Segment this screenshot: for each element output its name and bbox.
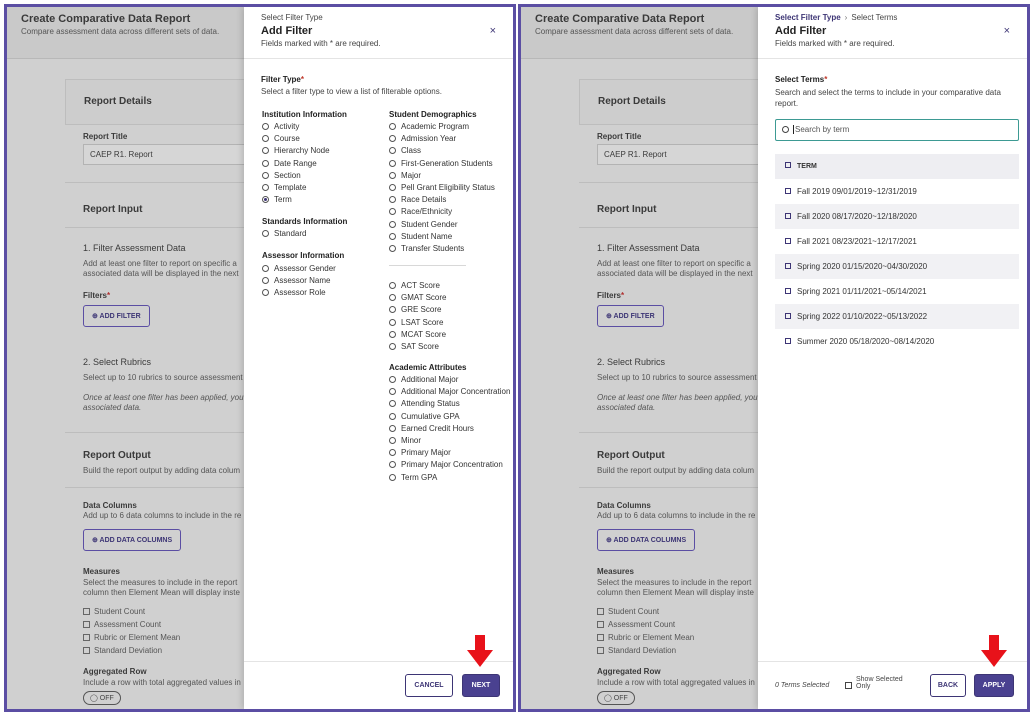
modal-header xyxy=(758,7,1030,59)
filters-label: Filters* xyxy=(597,291,625,300)
filter-type-radio[interactable] xyxy=(389,412,460,421)
filter-type-radio[interactable] xyxy=(389,195,446,204)
radio-circle[interactable] xyxy=(389,437,396,444)
filter-type-radio[interactable] xyxy=(389,318,443,327)
breadcrumb-separator: › xyxy=(844,13,848,22)
radio-circle[interactable] xyxy=(389,172,396,179)
radio-circle[interactable] xyxy=(389,376,396,383)
radio-circle[interactable] xyxy=(262,160,269,167)
down-arrow-icon xyxy=(467,635,493,667)
cancel-button[interactable]: CANCEL xyxy=(405,674,453,697)
add-data-columns-button[interactable]: ⊕ ADD DATA COLUMNS xyxy=(83,529,181,551)
add-filter-modal xyxy=(758,7,1030,709)
radio-circle[interactable] xyxy=(262,147,269,154)
radio-label: Assessor Role xyxy=(274,288,326,298)
term-checkbox[interactable] xyxy=(785,288,791,294)
table-header: TERM xyxy=(775,154,1019,179)
left-screenshot-frame xyxy=(4,4,516,712)
radio-label: Additional Major xyxy=(401,375,459,384)
required-note: Fields marked with * are required. xyxy=(775,39,895,48)
radio-label: First-Generation Students xyxy=(401,158,493,168)
modal-header xyxy=(244,7,516,59)
apply-button[interactable]: APPLY xyxy=(974,674,1014,697)
radio-label: Hierarchy Node xyxy=(274,146,330,156)
search-placeholder: Search by term xyxy=(795,125,850,134)
radio-circle[interactable] xyxy=(389,208,396,215)
radio-circle[interactable] xyxy=(389,135,396,142)
filter-type-radio[interactable] xyxy=(389,232,452,241)
radio-label: MCAT Score xyxy=(401,329,447,339)
filter-type-description: Select a filter type to view a list of filterable options. xyxy=(261,87,442,96)
radio-label: Student Name xyxy=(401,231,453,241)
table-row[interactable] xyxy=(775,279,1019,304)
terms-table xyxy=(775,154,1019,354)
aggregated-row-text: Include a row with total aggregated values in xyxy=(83,678,241,687)
back-button[interactable]: BACK xyxy=(930,674,966,697)
academic-heading: Academic Attributes xyxy=(389,363,467,372)
radio-label: Date Range xyxy=(274,158,317,168)
required-note: Fields marked with * are required. xyxy=(261,39,381,48)
filter-type-radio[interactable] xyxy=(389,146,421,155)
page-subtitle: Compare assessment data across different sets of data. xyxy=(535,27,734,36)
data-columns-text: Add up to 6 data columns to include in the re xyxy=(597,511,756,520)
breadcrumb-link[interactable]: Select Filter Type xyxy=(775,13,841,22)
selected-count: 0 Terms Selected xyxy=(775,682,830,689)
rubrics-heading: 2. Select Rubrics xyxy=(83,357,152,367)
breadcrumb-current: Select Terms xyxy=(851,13,898,22)
radio-circle[interactable] xyxy=(389,147,396,154)
select-terms-label: Select Terms* xyxy=(775,75,828,84)
filter-type-radio[interactable] xyxy=(389,244,464,253)
filter-type-radio[interactable] xyxy=(262,183,306,192)
output-text: Build the report output by adding data colum xyxy=(597,466,754,475)
term-label: Fall 2021 08/23/2021~12/17/2021 xyxy=(797,237,917,246)
radio-circle[interactable] xyxy=(389,245,396,252)
filter-type-radio[interactable] xyxy=(389,342,439,351)
filter-type-radio[interactable] xyxy=(389,399,460,408)
radio-circle[interactable] xyxy=(389,400,396,407)
search-input[interactable] xyxy=(775,119,1019,141)
radio-circle[interactable] xyxy=(389,413,396,420)
filter-type-radio[interactable] xyxy=(389,122,469,131)
table-row[interactable] xyxy=(775,304,1019,329)
radio-circle[interactable] xyxy=(389,196,396,203)
filter-type-radio[interactable] xyxy=(389,448,451,457)
radio-label: SAT Score xyxy=(401,342,439,351)
report-input-heading: Report Input xyxy=(597,204,657,215)
radio-circle[interactable] xyxy=(389,294,396,301)
filter-type-radio[interactable] xyxy=(389,460,503,469)
radio-label: Major xyxy=(401,170,422,180)
filter-heading: 1. Filter Assessment Data xyxy=(83,243,186,253)
radio-label: Template xyxy=(274,183,307,192)
radio-circle[interactable] xyxy=(389,331,396,338)
page-title: Create Comparative Data Report xyxy=(21,13,191,25)
filter-type-radio[interactable] xyxy=(262,146,330,155)
add-filter-button[interactable]: ⊕ ADD FILTER xyxy=(83,305,150,327)
measure-checkbox[interactable]: Standard Deviation xyxy=(83,646,162,655)
filter-type-radio[interactable] xyxy=(389,183,495,192)
term-label: Spring 2022 01/10/2022~05/13/2022 xyxy=(797,312,928,321)
radio-circle[interactable] xyxy=(262,230,269,237)
radio-label: LSAT Score xyxy=(401,317,444,327)
filter-type-radio[interactable] xyxy=(389,134,456,143)
measures-text-1: Select the measures to include in the report xyxy=(83,578,238,587)
page-title: Create Comparative Data Report xyxy=(535,13,705,25)
measure-checkbox[interactable]: Rubric or Element Mean xyxy=(597,633,694,642)
radio-circle[interactable] xyxy=(389,319,396,326)
measures-text-2: column then Element Mean will display inste xyxy=(83,588,240,597)
select-terms-description: Search and select the terms to include in your comparative data report. xyxy=(775,88,1001,108)
report-title-label: Report Title xyxy=(597,132,642,141)
radio-circle[interactable] xyxy=(389,221,396,228)
modal-title: Add Filter xyxy=(261,25,313,37)
filter-type-radio[interactable] xyxy=(389,305,441,314)
term-label: Fall 2019 09/01/2019~12/31/2019 xyxy=(797,187,917,196)
page-subtitle: Compare assessment data across different sets of data. xyxy=(21,27,220,36)
select-all-checkbox[interactable] xyxy=(785,162,791,168)
radio-circle[interactable] xyxy=(389,282,396,289)
aggregated-row-label: Aggregated Row xyxy=(83,667,147,676)
filter-type-radio[interactable] xyxy=(262,134,300,143)
rubrics-text: Select up to 10 rubrics to source assessment xyxy=(83,373,243,382)
output-text: Build the report output by adding data colum xyxy=(83,466,240,475)
report-title-label: Report Title xyxy=(83,132,128,141)
aggregated-row-toggle[interactable]: ◯ OFF xyxy=(83,691,121,705)
filter-text-1: Add at least one filter to report on specific a xyxy=(83,259,237,268)
measure-checkbox[interactable]: Student Count xyxy=(597,607,659,616)
table-row[interactable] xyxy=(775,204,1019,229)
term-label: Summer 2020 05/18/2020~08/14/2020 xyxy=(797,337,935,346)
filter-type-radio[interactable] xyxy=(389,330,446,339)
radio-circle[interactable] xyxy=(262,135,269,142)
breadcrumb: Select Filter Type xyxy=(261,13,323,22)
rubrics-note-1: Once at least one filter has been applied, you xyxy=(83,393,244,402)
radio-label: Course xyxy=(274,134,300,144)
radio-circle[interactable] xyxy=(262,196,269,203)
report-details-heading: Report Details xyxy=(598,96,666,107)
measures-label: Measures xyxy=(597,567,634,576)
filter-type-radio[interactable] xyxy=(389,159,493,168)
radio-label: Cumulative GPA xyxy=(401,411,460,421)
radio-label: Attending Status xyxy=(401,399,460,409)
report-details-heading: Report Details xyxy=(84,96,152,107)
filter-type-radio[interactable] xyxy=(262,264,336,273)
report-title-input[interactable]: CAEP R1. Report xyxy=(83,144,485,165)
filter-type-radio[interactable] xyxy=(389,387,510,396)
radio-circle[interactable] xyxy=(262,265,269,272)
report-input-heading: Report Input xyxy=(83,204,143,215)
radio-label: Earned Credit Hours xyxy=(401,423,474,433)
filter-type-radio[interactable] xyxy=(389,473,437,482)
filter-type-radio[interactable] xyxy=(389,424,474,433)
rubrics-heading: 2. Select Rubrics xyxy=(597,357,666,367)
filter-type-radio[interactable] xyxy=(389,171,421,180)
add-data-columns-button[interactable]: ⊕ ADD DATA COLUMNS xyxy=(597,529,695,551)
measure-checkbox[interactable]: Standard Deviation xyxy=(597,646,676,655)
radio-circle[interactable] xyxy=(389,343,396,350)
filter-type-radio[interactable] xyxy=(262,195,292,204)
radio-label: GRE Score xyxy=(401,305,442,315)
report-output-heading: Report Output xyxy=(83,450,151,461)
filter-type-radio[interactable] xyxy=(389,375,458,384)
data-columns-text: Add up to 6 data columns to include in the re xyxy=(83,511,242,520)
assessor-heading: Assessor Information xyxy=(262,251,345,260)
radio-label: Primary Major xyxy=(401,448,451,458)
term-label: Spring 2021 01/11/2021~05/14/2021 xyxy=(797,287,927,296)
aggregated-row-toggle[interactable]: ◯ OFF xyxy=(597,691,635,705)
modal-footer xyxy=(758,661,1030,709)
institution-heading: Institution Information xyxy=(262,110,347,119)
radio-circle[interactable] xyxy=(389,306,396,313)
radio-label: Assessor Gender xyxy=(274,264,336,273)
report-output-heading: Report Output xyxy=(597,450,665,461)
term-label: Fall 2020 08/17/2020~12/18/2020 xyxy=(797,212,917,221)
close-icon[interactable]: × xyxy=(489,25,496,37)
radio-label: Admission Year xyxy=(401,134,457,144)
radio-label: Race Details xyxy=(401,195,447,205)
radio-circle[interactable] xyxy=(389,123,396,130)
term-label: Spring 2020 01/15/2020~04/30/2020 xyxy=(797,262,928,271)
term-checkbox[interactable] xyxy=(785,213,791,219)
radio-circle[interactable] xyxy=(389,388,396,395)
radio-label: ACT Score xyxy=(401,281,440,290)
measures-label: Measures xyxy=(83,567,120,576)
standards-heading: Standards Information xyxy=(262,217,348,226)
radio-label: Minor xyxy=(401,436,422,445)
filter-text-2: associated data will be displayed in the next xyxy=(597,269,753,278)
filter-heading: 1. Filter Assessment Data xyxy=(597,243,700,253)
filter-text-2: associated data will be displayed in the next xyxy=(83,269,239,278)
show-selected-only-toggle[interactable]: Show Selected Only xyxy=(845,676,903,690)
rubrics-note-2: associated data. xyxy=(83,403,142,412)
term-checkbox[interactable] xyxy=(785,188,791,194)
filter-type-radio[interactable] xyxy=(262,229,306,238)
radio-label: Class xyxy=(401,146,422,156)
radio-label: GMAT Score xyxy=(401,293,447,303)
data-columns-label: Data Columns xyxy=(597,501,651,510)
radio-circle[interactable] xyxy=(262,184,269,191)
close-icon[interactable]: × xyxy=(1003,25,1010,37)
add-filter-button[interactable]: ⊕ ADD FILTER xyxy=(597,305,664,327)
term-checkbox[interactable] xyxy=(785,263,791,269)
term-checkbox[interactable] xyxy=(785,338,791,344)
radio-circle[interactable] xyxy=(389,461,396,468)
filter-type-radio[interactable] xyxy=(262,159,317,168)
rubrics-text: Select up to 10 rubrics to source assessment xyxy=(597,373,757,382)
filter-type-radio[interactable] xyxy=(262,171,301,180)
filter-type-radio[interactable] xyxy=(389,220,457,229)
radio-label: Race/Ethnicity xyxy=(401,207,453,217)
breadcrumb xyxy=(775,13,1013,22)
filter-type-radio[interactable] xyxy=(262,288,326,297)
filter-type-radio[interactable] xyxy=(389,293,447,302)
radio-label: Primary Major Concentration xyxy=(401,460,503,470)
filter-type-radio[interactable] xyxy=(262,122,299,131)
divider xyxy=(389,265,466,266)
rubrics-note-2: associated data. xyxy=(597,403,656,412)
radio-label: Activity xyxy=(274,122,300,131)
radio-label: Assessor Name xyxy=(274,276,331,286)
measures-text-1: Select the measures to include in the report xyxy=(597,578,752,587)
measures-text-2: column then Element Mean will display inste xyxy=(597,588,754,597)
rubrics-note-1: Once at least one filter has been applied, you xyxy=(597,393,758,402)
radio-label: Student Gender xyxy=(401,219,458,229)
modal-title: Add Filter xyxy=(775,25,827,37)
radio-label: Academic Program xyxy=(401,122,470,131)
measure-checkbox[interactable]: Assessment Count xyxy=(597,620,675,629)
filter-type-radio[interactable] xyxy=(389,207,452,216)
radio-circle[interactable] xyxy=(262,172,269,179)
modal-footer xyxy=(244,661,516,709)
down-arrow-icon xyxy=(981,635,1007,667)
radio-circle[interactable] xyxy=(389,160,396,167)
measure-checkbox[interactable]: Assessment Count xyxy=(83,620,161,629)
radio-circle[interactable] xyxy=(389,184,396,191)
filter-type-radio[interactable] xyxy=(389,281,440,290)
table-row[interactable] xyxy=(775,329,1019,354)
aggregated-row-text: Include a row with total aggregated values in xyxy=(597,678,755,687)
radio-label: Pell Grant Eligibility Status xyxy=(401,183,495,192)
data-columns-label: Data Columns xyxy=(83,501,137,510)
table-row[interactable] xyxy=(775,179,1019,204)
radio-label: Transfer Students xyxy=(401,244,465,253)
filter-type-label: Filter Type* xyxy=(261,75,304,84)
measure-checkbox[interactable]: Rubric or Element Mean xyxy=(83,633,180,642)
filter-type-radio[interactable] xyxy=(389,436,421,445)
filter-type-radio[interactable] xyxy=(262,276,330,285)
radio-label: Section xyxy=(274,170,301,180)
show-selected-checkbox[interactable] xyxy=(845,682,852,689)
radio-label: Term GPA xyxy=(401,472,438,482)
radio-circle[interactable] xyxy=(389,449,396,456)
aggregated-row-label: Aggregated Row xyxy=(597,667,661,676)
filter-text-1: Add at least one filter to report on specific a xyxy=(597,259,751,268)
next-button[interactable]: NEXT xyxy=(462,674,500,697)
radio-circle[interactable] xyxy=(262,289,269,296)
add-filter-modal xyxy=(244,7,516,709)
table-row[interactable] xyxy=(775,229,1019,254)
demographics-heading: Student Demographics xyxy=(389,110,477,119)
radio-circle[interactable] xyxy=(262,277,269,284)
right-screenshot-frame xyxy=(518,4,1030,712)
table-row[interactable] xyxy=(775,254,1019,279)
term-checkbox[interactable] xyxy=(785,238,791,244)
term-checkbox[interactable] xyxy=(785,313,791,319)
radio-label: Standard xyxy=(274,229,307,238)
radio-circle[interactable] xyxy=(389,233,396,240)
radio-circle[interactable] xyxy=(389,474,396,481)
radio-circle[interactable] xyxy=(389,425,396,432)
radio-circle[interactable] xyxy=(262,123,269,130)
term-rows xyxy=(775,179,1019,354)
filters-label: Filters* xyxy=(83,291,111,300)
radio-label: Additional Major Concentration xyxy=(401,387,511,397)
radio-label: Term xyxy=(274,195,292,205)
search-icon xyxy=(782,126,789,133)
measure-checkbox[interactable]: Student Count xyxy=(83,607,145,616)
report-title-input[interactable]: CAEP R1. Report xyxy=(597,144,999,165)
